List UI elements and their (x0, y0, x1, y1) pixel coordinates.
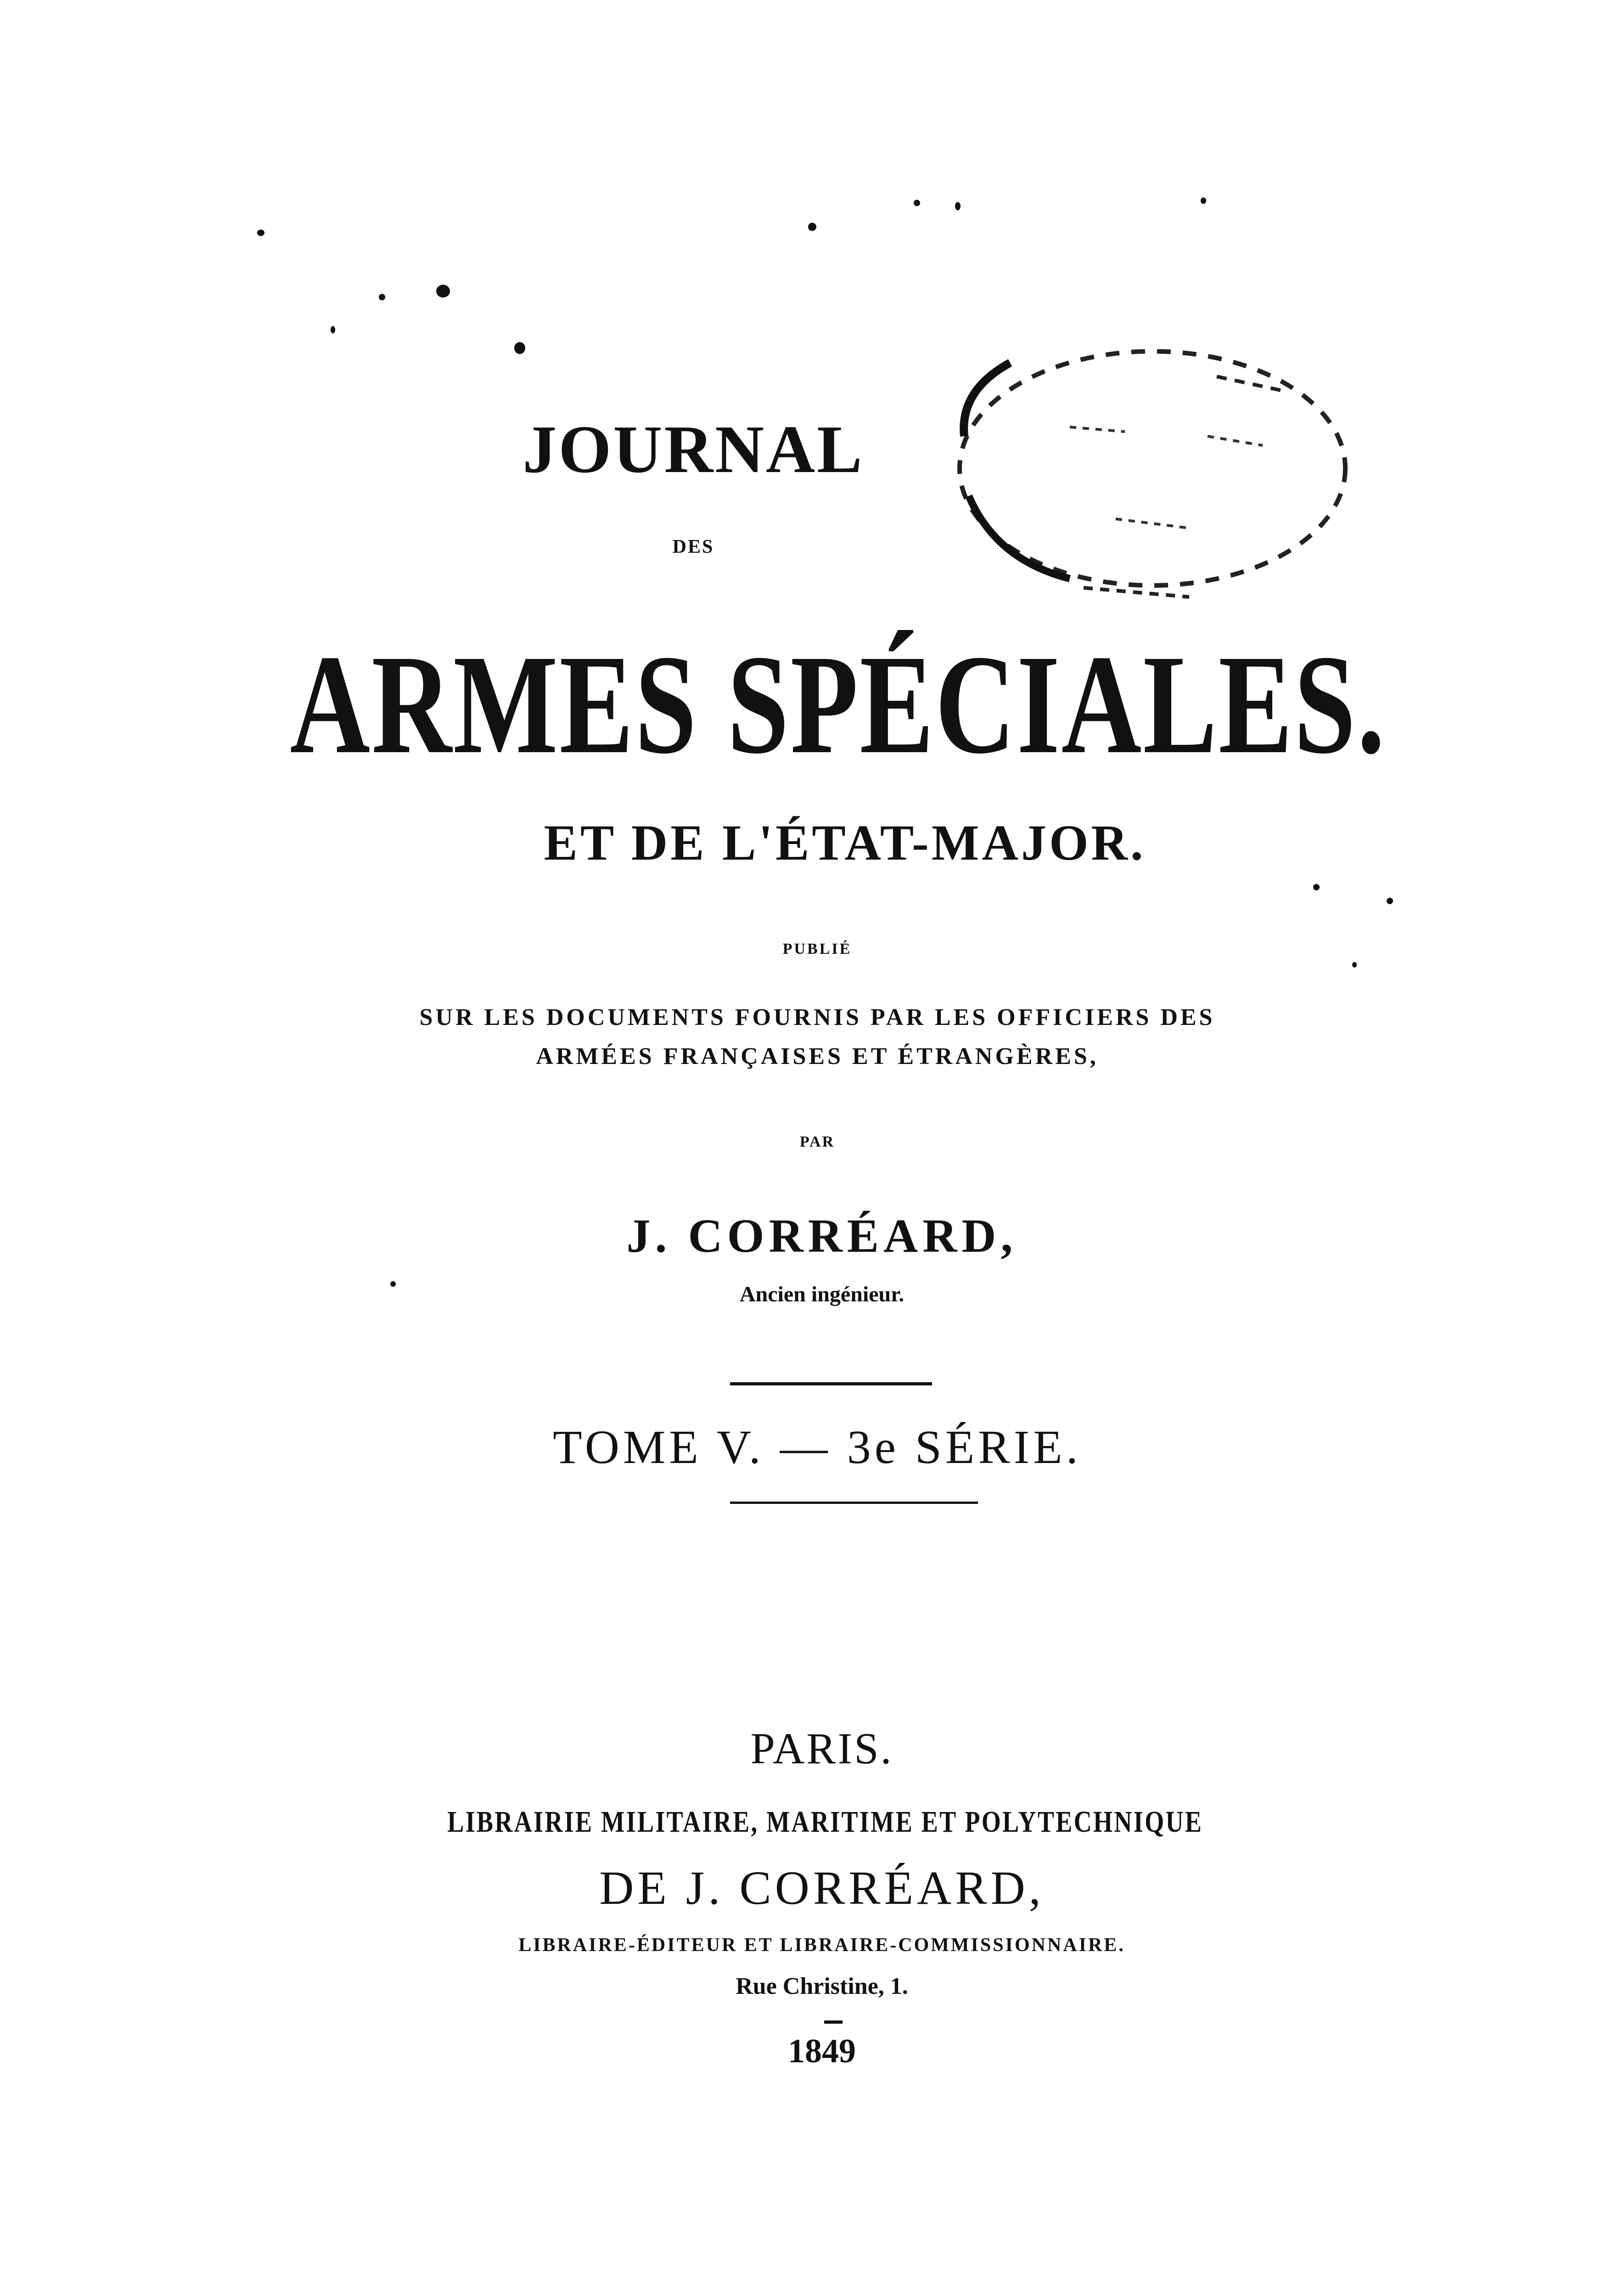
speck (808, 223, 816, 231)
speck (1387, 898, 1393, 904)
rule-bottom (730, 1502, 978, 1504)
publisher: LIBRAIRIE MILITAIRE, MARITIME ET POLYTECHNIQUE (447, 1805, 1203, 1839)
par-label: PAR (799, 1133, 835, 1150)
author-name: J. CORRÉARD, (626, 1210, 1017, 1262)
speck (436, 285, 450, 298)
speck (955, 202, 961, 210)
sources-line-1: SUR LES DOCUMENTS FOURNIS PAR LES OFFICIERS DES (419, 1004, 1215, 1030)
subtitle: ET DE L'ÉTAT-MAJOR. (544, 815, 1146, 871)
speck (1201, 197, 1206, 204)
main-title: ARMES SPÉCIALES. (290, 626, 1387, 783)
journal-title: JOURNAL (523, 412, 864, 487)
des-label: DES (672, 536, 714, 557)
speck (1313, 884, 1320, 890)
speck (257, 230, 264, 236)
speck (914, 200, 920, 206)
speck (514, 342, 525, 354)
city: PARIS. (750, 1724, 893, 1773)
publie-label: PUBLIÉ (782, 940, 852, 957)
publisher-owner: DE J. CORRÉARD, (599, 1862, 1045, 1914)
rule-top (730, 1382, 932, 1385)
publisher-role: LIBRAIRE-ÉDITEUR ET LIBRAIRE-COMMISSIONNAIRE. (518, 1935, 1125, 1956)
author-title: Ancien ingénieur. (739, 1282, 905, 1306)
year: 1849 (788, 2032, 856, 2070)
speck (1352, 962, 1357, 968)
volume-label: TOME V. — 3e SÉRIE. (553, 1421, 1082, 1474)
speck (379, 294, 385, 300)
address: Rue Christine, 1. (736, 1973, 908, 1999)
sources-line-2: ARMÉES FRANÇAISES ET ÉTRANGÈRES, (536, 1043, 1099, 1069)
speck (331, 326, 335, 333)
year-dash (824, 2020, 843, 2024)
